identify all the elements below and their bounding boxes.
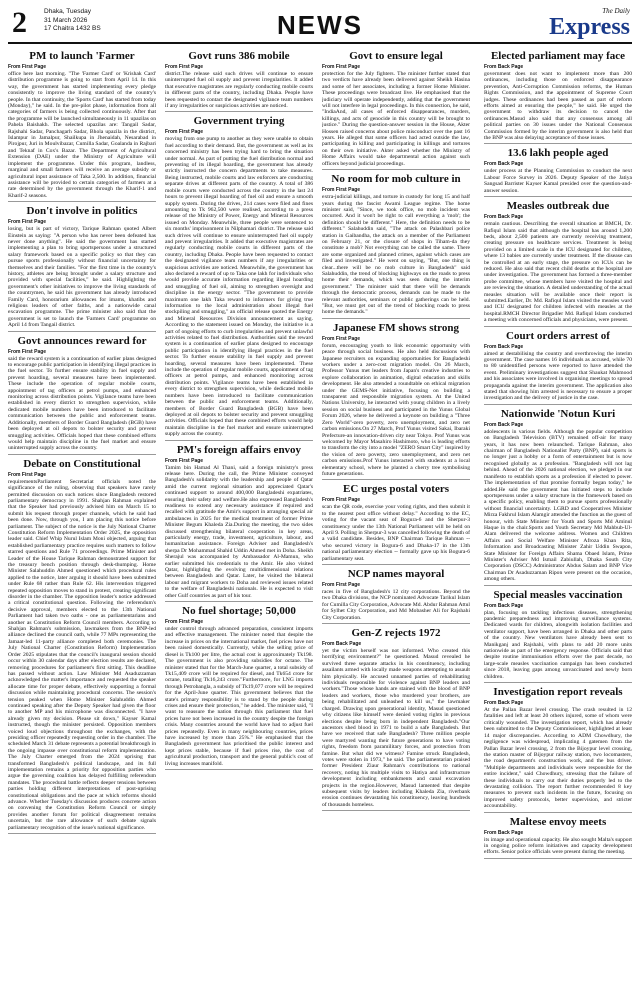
article-body: under control through advanced preparation, consistent imports and effective management. The minister noted that despite the increase in prices on the international market, fuel prices have not been raised domestically. Currently, while the selling price of diesel is Tk100 per litre, the actual cost is approximately Tk198. The government is also providing subsidies for octane. The minister stated that for the March-June quarter, a total subsidy of Tk15,409 crore will be required for diesel, and Tk654 crore for octane, totalling Tk16,243 crore."Furthermore, for LNG imports through Petrobangla, a subsidy of Tk19,077 crore will be required for the April-June quarter. This government believes that the state's primary responsibility is to stand by the people during crises and ensure their protection," he added. The minister said, "I want to reassure the nation through this parliament that fuel prices have not been increased in the country despite the foreign crisis. Many countries around the world have had to adjust fuel prices repeatedly. Even in many neighbouring countries, prices have increased by more than 25%." He emphasised that the Bangladesh government has prioritised the public interest and kept prices stable, because if fuel prices rise, the cost of agricultural production, transport and the general public's cost of living increases manifold. xyxy=(165,626,313,767)
article xyxy=(322,568,470,624)
article xyxy=(484,408,632,586)
article-body: aimed at destabilising the country and overthrowing the interim government. The case names 16 individuals as accused, while 70 to 80 unidentified persons were reported to have attended the event. Preliminary investigations suggest that Shaukat Mahmood and his associates were involved in organising meetings to spread propaganda against the interim government. The application also stated that showing him arrested is necessary to ensure a proper investigation and the delivery of justice in the case. xyxy=(484,350,632,402)
brand-big: Express xyxy=(549,14,630,40)
article-body: losing, but is part of victory, Tarique Rahman quoted Albert Einstein as saying: "A person who has never been defeated has never done anything". He said the government has started implementing a plan to bring sportspersons under a structured salary framework based on a specific policy so that they can pursue sports professionally without financial uncertainty for themselves and their families. "For the first time in the country's history, athletes are being brought under a salary structure and provided with special facilities," he said. Highlighting the government's other initiatives to improve the living standards of the countrymen, he said his government has already introduced Family Card, honorarium allowances for imams, khatibs and religious leaders of other faiths, and a nationwide canal excavation programme. The prime minister also said that the government is set to launch the 'Farmers Card' programme on April 14 from Tangail district. xyxy=(8,226,156,329)
article xyxy=(484,686,632,813)
article-headline: Don't involve in politics xyxy=(26,205,138,218)
article-body: requirementsParliament Secretariat officials noted the significance of the ruling, observing that speakers have rarely permitted discussion on such notices since Bangladesh restored parliamentary democracy in 1991. Shahjan Rahman explained that the Speaker had previously advised him on March 15 to submit his request through proper channels, which he said had been done. Now, through you, I am placing this notice before parliament. The subject of the notice is the July National Charter Constitution Reform Implementation Order 2025, the opposition leader said. Chief Whip Nurul Islam Moni objected, arguing that established parliamentary practice requires such matters to follow starred questions and Rule 71 proceedings. Prime Minister and Leader of the House Tarique Rahman demonstrated support for the treasury bench position through desk-thumping. Home Minister Salahuddin Ahmed questioned which procedural rules applied to the notice, later arguing it should have been submitted under Rule 68 rather than Rule 62. His intervention triggered repeated opposition moves to stand in protest, creating significant disorder in the chamber. The opposition leader's notice addressed a critical constitutional question. Following the referendum's decisive approval, members elected to the 13th National Parliament had taken two oaths - one as parliamentarians and another as Constitution Reform Council members. According to Shahjan Rahman's submission, lawmakers from the BNP-led alliance declined the council oath, while 77 MPs representing the Jamaat-led 11-party alliance completed both ceremonies. The July National Charter (Constitution Reform) Implementation Order 2025 stipulates that the council's inaugural session should occur within 30 calendar days after election results are declared, removing procedures for parliament's first sitting. This deadline has passed without action. Law Minister Md Asaduzzaman acknowledged the matter's importance and requested the speaker allocate time for proper debate, effectively supporting a formal discussion while maintaining procedural concerns. The session's tension peaked when Home Minister Salahuddin Ahmed continued speaking after the Deputy Speaker had given the floor to another MP and his microphone was disconnected. "I have already given my decision. Please sit down," Kayser Kamal instructed, though the minister persisted. Opposition members voiced loud objections throughout the exchanges, with the presiding officer repeatedly requesting order in the chamber. The scheduled March 31 debate represents a potential breakthrough in the ongoing impasse over constitutional reform implementation. The July Charter emerged from the 2024 uprising that transformed Bangladesh's political landscape, and its full implementation remains a priority for opposition parties who argue the governing coalition has delayed fulfilling referendum mandates. The procedural battle reflects deeper tensions between parties holding different interpretations of post-uprising constitutional obligations and the pace at which reforms should advance. Whether Tuesday's discussion produces concrete action on convening the Constitution Reform Council or simply provides another forum for political disagreement remains uncertain, but the rare allowance of such debate signals parliamentary recognition of the issue's national significance. xyxy=(8,478,156,831)
article-continuation-label: From Back Page xyxy=(484,214,524,221)
article-continuation-label: From First Page xyxy=(322,497,361,504)
article-headline: Maltese envoy meets xyxy=(509,815,607,828)
article-continuation-label: From Back Page xyxy=(484,421,524,428)
article-body: government does not want to implement more than 200 ordinances, including those on enforced disappearance prevention, Anti-Corruption Commission reforms, the Human Rights Commission, and the appointment of Supreme Court judges. These ordinances had been passed as part of reform efforts aimed at ensuring the people," he said. He urged the government to withdraw its decision to cancel the ordinances.Masud also said that any consensus among all political parties on 30 issues under the National Consensus Commission formed by the interim government is also held that the BNP was also delaying acceptance of those issues. xyxy=(484,71,632,142)
article-body: office here last morning. "The 'Farmer Card' or 'Krishak Card' distribution programme is going to start from April 14. In this way, the government has started implementing every pledge consistently to improve the living standard of the country's people. In that continuity, the 'Sports Card' has started from today (Monday)," he said. In the pre-pilot phase, information from all categories of farmers is being collected continuously. After that the programme will be launched simultaneously in 11 upazilas on Pahela Baishakh. The selected upazilas are: Tangail Sadar, Rajshahi Sadar, Panchagarh Sadar, Bhola upazila in the district, Islampur in Jamalpur, Shailkupa in Jhenaidah, Nesarabad in Pirojpur, Juri in Moulvibazar, Cumilla Sadar, Goalanda in Rajbari and Teknaf in Cox's Bazar. The Department of Agricultural Extension (DAE) under the Ministry of Agriculture will implement the programme. Under this program, landless, marginal and small farmers will receive an average subsidy or agricultural input assistance of Taka 2,500. In addition, financial assistance will be provided to certain categories of farmers at a rate determined by the government through the Kharif-1 and Kharif-2 seasons. xyxy=(8,71,156,199)
article xyxy=(322,322,470,481)
date-line-2: 31 March 2026 xyxy=(44,16,88,24)
article-continuation-label: From First Page xyxy=(322,582,361,588)
article-headline: 13.6 lakh people aged xyxy=(507,147,609,160)
date-line-1: Dhaka, Tuesday xyxy=(44,8,91,15)
column-1 xyxy=(8,50,156,980)
article-headline: PM to launch 'Farmer xyxy=(29,50,135,62)
article xyxy=(484,330,632,405)
article xyxy=(322,627,470,811)
date-line-3: 17 Chaitra 1432 BS xyxy=(44,25,101,32)
article-continuation-label: From First Page xyxy=(8,471,47,478)
section-title: NEWS xyxy=(277,10,363,40)
article-continuation-label: From First Page xyxy=(322,64,361,70)
article-body: At the Pallan Bazar level crossing. The crash resulted in 12 fatalities and left at least 20 others injured, some of whom were critically wounded. The investigation report, which has already been submitted to the Deputy Commissioner, highlighted at least 14 major discrepancies. According to ADM Chowdhury, the negligence was widespread, implicating 4 gatemen from the Pallan Bazar level crossing, 2 from the Bijoypur level crossing, the station master of Bijoypur railway station, two locomasters, the road department's construction work, and the bus driver. "Multiple departments and individuals were responsible for the entire incident," said Chowdhury, stressing that the failure of these individuals to carry out their duties properly led to the devastating collision. The report further recommended 8 key measures to prevent such incidents in the future, focusing on improved safety protocols, better supervision, and stricter accountability. xyxy=(484,707,632,810)
column-3 xyxy=(322,50,470,980)
article xyxy=(484,50,632,144)
article-continuation-label: From Back Page xyxy=(484,602,524,609)
article-headline: Japanese FM shows strong xyxy=(332,321,459,334)
article xyxy=(8,335,156,455)
article-body: remain cautious. Describing the overall situation at BMCH, Dr. Rafiqul Islam said that although the hospital has around 1,200 beds, about 2,500 patients are currently receiving treatment, creating pressure on healthcare services. Treatment is being provided on a limited scale in the ICU designated for children, where 13 babies are currently under treatment. If the disease can be controlled at an early stage, the pressure on ICUs can be reduced. He also said that recent child deaths at the hospital are under investigation. The government has formed a three-member probe committee, whose members have visited the hospital and are reviewing the situation. A detailed understanding of the actual measles situation will be available once their report is submitted.Earlier, Dr. Md. Rafiqul Islam visited the measles ward and ICU designated for children infected with measles at the hospital.RMCH Director Brigadier Md. Rafiqul Islam conducted a meeting with concerned officials and physicians, were present. xyxy=(484,221,632,324)
article xyxy=(8,205,156,332)
masthead xyxy=(8,4,632,44)
article-continuation-label: From First Page xyxy=(165,457,204,464)
article-headline: Court orders arrest of xyxy=(506,329,610,342)
article-headline: PM's foreign affairs envoy xyxy=(176,443,302,456)
article xyxy=(8,50,156,202)
article-headline: Nationwide 'Notun Kuri xyxy=(500,407,616,420)
article xyxy=(165,444,313,603)
article xyxy=(322,50,470,170)
article-headline: Debate on Constitutional xyxy=(23,457,141,470)
article-body: its image and operational capacity. He also sought Malta's support in ongoing police reform initiatives and capacity development efforts. Senior police officials were present during the meeting. xyxy=(484,836,632,856)
article-body: scan the QR code, exercise your voting rights, and then submit it to the nearest post office without delay." According to the EC, voting for the vacant seat of Bogura-6 and the Sherpur-3 constituency under the 13th National Parliament will be held on April 9. Polling in Sherpur-3 was cancelled following the death of a valid candidate. Besides, BNP Chairman Tarique Rahman -- who secured victory in Bogura-6 and Dhaka-17 in the 13th national parliamentary election -- formally gave up his Bogura-6 parliamentary seat. xyxy=(322,504,470,562)
article xyxy=(165,50,313,112)
brand-small: The Daily xyxy=(602,7,630,15)
article-continuation-label: From Back Page xyxy=(484,161,524,168)
article-continuation-label: From First Page xyxy=(165,64,204,70)
article-headline: Govt to ensure legal xyxy=(349,50,443,62)
article xyxy=(484,200,632,327)
article xyxy=(165,605,313,770)
article-body: moving from one pump to another as they were unable to obtain fuel according to their demand. But, the government as well as its concerned ministry has been trying hard to bring the situation under normal. As part of putting the fuel distribution normal and preventing of its illegal hoarding, the government has already strictly instructed the concern departments to take measures. Being instructed, mobile courts and law enforcers are conducting separate drives at different parts of the country. A total of 386 mobile courts were conducted across the country in the last 24 hours to prevent illegal hoarding of fuel oil and ensure a smooth supply system. During the drives, 214 cases were filed and fines amounting to Tk 962,500 were realised, according to a press release of the Ministry of Power, Energy and Mineral Resources issued on Monday. Meanwhile, three people were sentenced to six months' imprisonment in Nilphamari district. The release said such drives will continue to ensure uninterrupted fuel oil supply and prevent irregularities. It added that executive magistrates are regularly conducting mobile courts in different parts of the country, including Dhaka. People have been requested to contact the designated vigilance team numbers if any irregularities or suspicious activities are noticed. Meanwhile, the government has also declared a reward of up to Taka one lakh for individuals who would provide accurate information regarding illegal hoarding and smuggling of fuel oil, aiming to strengthen oversight and discipline in the energy sector. "The government to provide maximum one lakh Taka reward to informers for giving true information to the local administration about illegal fuel stockpiling and smuggling," an official release quoted the Energy and Mineral Resources Division announcement as saying. According to the statement issued on Monday, the initiative is a part of ongoing efforts to curb irregularities and prevent unlawful activities related to fuel distribution. Authorities said the reward system is a continuation of earlier plans designed to encourage public participation in identifying illegal practices in the fuel sector. To further ensure stability in fuel supply and prevent hoarding, several measures have been implemented. These include the operation of regular mobile courts, appointment of tag officers at petrol pumps, and enhanced monitoring across distribution points. Vigilance teams have been established in every district to strengthen supervision, while dedicated mobile numbers have been introduced to facilitate communication between the public and enforcement teams. Additionally, members of Border Guard Bangladesh (BGB) have been deployed at oil depots to bolster security and prevent smuggling activities. Officials hoped that these combined efforts would help maintain discipline in the fuel market and ensure uninterrupted supply across the country. xyxy=(165,136,313,438)
article-headline: No room for mob culture in xyxy=(331,173,461,186)
article-body: said the reward system is a continuation of earlier plans designed to encourage public participation in identifying illegal practices in the fuel sector. To further ensure stability in fuel supply and prevent hoarding, several measures have been implemented. These include the operation of regular mobile courts, appointment of tag officers at petrol pumps, and enhanced monitoring across distribution points. Vigilance teams have been established in every district to strengthen supervision, while dedicated mobile numbers have been introduced to facilitate communication between the public and enforcement teams. Additionally, members of Border Guard Bangladesh (BGB) have been deployed at oil depots to bolster security and prevent smuggling activities. Officials hoped that these combined efforts would help maintain discipline in the fuel market and ensure uninterrupted supply across the country. xyxy=(8,355,156,452)
article-headline: EC urges postal voters xyxy=(342,483,450,496)
article-headline: No fuel shortage; 50,000 xyxy=(182,605,296,618)
article-continuation-label: From Back Page xyxy=(484,64,524,70)
column-4 xyxy=(484,50,632,980)
article-continuation-label: From Back Page xyxy=(484,700,524,707)
article-headline: Measles outbreak due xyxy=(506,200,610,213)
article xyxy=(165,115,313,440)
article-headline: Investigation report reveals xyxy=(493,686,623,699)
article-continuation-label: From First Page xyxy=(322,187,361,194)
article-body: extra-judicial killings, and torture in custody for long 15 and half years during the fascist Awami League regime. The home minister said, "Since, we took office, no mob incident was occurred. And it won't be right to call everything a 'mob'; the definition should be different." Here, the definition needs to be different." Salahuddin said, "The attack on Palashbari police station in Gaibandha, the attack on a member of the Parliament on February 21, or the closure of shops in Tiham-da they constitute a mob? Not everything can be called the same. There are some organized and planned crimes, against which cases are filed and investigated." He went on saying, "But, one thing is clear...there will be no mob culture in Bangladesh" said Salahuddin, the trend of blocking highways on the roads to press home their demands, which was seen during the interim government." The minister said that there will be demands through the democratic process, demands can be made to the relevant authorities, seminars or public gatherings can be held. "But, we must get out of the trend of blocking roads to press home the demands." xyxy=(322,194,470,316)
article xyxy=(322,483,470,565)
article-continuation-label: From First Page xyxy=(8,64,47,70)
article-body: plan, focusing on tackling infectious diseases, strengthening pandemic preparedness and improving surveillance systems. Dedicated wards for children, alongwith isolation facilities and ventilator support, have been arranged in Dhaka and other parts of the country. New ventilators have already been sent to Manikganj and Rajshahi, with plans to add 20 more units nationwide as part of the emergency response. Officials said that despite routine immunisation efforts over the past decade, no large-scale measles vaccination campaign has been conducted since 2018, leaving gaps among unvaccinated and newly born children. xyxy=(484,609,632,680)
article-continuation-label: From First Page xyxy=(165,129,204,136)
article-headline: Gen-Z rejects 1972 xyxy=(351,627,441,640)
column-2 xyxy=(165,50,313,980)
article xyxy=(322,173,470,319)
article-body: under process at the Planning Commission to conduct the next Labour Force Survey in 2026. Deputy Speaker of the Jatiya Sangsad Barrister Kayser Kamal presided over the question-and-answer session. xyxy=(484,168,632,194)
article-body: races in five of Bangladesh's 12 city corporations. Beyond the two Dhaka divisions, the NCP nominated Advocate Tarikul Islam for Cumilla City Corporation, Advocate Md. Abdur Rahman Attul for Sylhet City Corporation, and Md Mobasher Ali for Rajshahi City Corporation. xyxy=(322,589,470,621)
article-headline: Govt runs 386 mobile xyxy=(188,50,290,62)
article-continuation-label: From Back Page xyxy=(484,829,524,836)
article xyxy=(484,816,632,859)
article-continuation-label: From First Page xyxy=(8,348,47,355)
article-continuation-label: From First Page xyxy=(8,219,47,226)
page-number: 2 xyxy=(12,6,27,39)
article-headline: Govt announces reward for xyxy=(17,334,147,347)
article-body: adolescents in various fields. Although the popular competition on Bangladesh Television (BTV) remained off-air for many years, it has now been relaunched. Tarique Rahman, also chairman of Bangladesh Nationalist Party (BNP), said sports is no longer just a hobby or a form of entertainment but is now recognised globally as a profession. "Bangladesh will not lag behind. Ahead of the 2026 national election, we pledged in our manifesto to establish sports as a profession if elected to power. The implementation of that promise formally began today," he added.He said the government has initiated steps to include sportspersons under a salary structure in the framework based on a specific policy, enabling them to pursue sports professionally without financial uncertainty. LGRD and Cooperatives Minister Mirza Fakhrul Islam Alamgir attended the function as the guest of honour, with State Minister for Youth and Sports Md Aminul Haque in the chair.Sports and Youth Secretary Md Mahbub-Ul-Alam delivered the welcome address. Women and Children Affairs and Social Welfare Minister Afroza Khan Rita, Information and Broadcasting Minister Zahir Uddin Swapon, State Minister for Foreign Affairs Shama Obaed Islam, Prime Minister's Adviser Md Ismail Zabiullah, Dhaka South City Corporation (DSCC) Administrator Abdus Salam and BNP Vice Chairman Dr Asaduzzaman Ripon were present on the occasion, among others. xyxy=(484,428,632,583)
article-headline: Special measles vaccination xyxy=(493,588,623,601)
article-continuation-label: From First Page xyxy=(165,619,204,626)
article-headline: Government trying xyxy=(193,115,285,128)
article-headline: NCP names mayoral xyxy=(347,568,445,580)
article-continuation-label: From First Page xyxy=(322,335,361,342)
article-continuation-label: From Back Page xyxy=(484,343,524,350)
article xyxy=(484,147,632,197)
article-body: protection for the July fighters. The minister further stated that two verdicts have already been delivered against Sheikh Hasina and some of her associates, including a former Home Minister. These proceedings were broadcast live. He emphasised that the judiciary will operate independently, adding that the government will not interfere in legal proceedings. In this connection, he said, "IndiaAnd, all cases of enforced disappearances, murders, killings, and acts of genocide in this country will be brought to justice." During the question-answer session in the House, Akter Hossen raised concerns about police misconduct over the past 16 years. He alleged that some officers had acted outside the law, participating in killing and participating in killings and tortures on their own initiative. Akter asked whether the Ministry of Home Affairs would take departmental action against such officers beyond judicial proceedings. xyxy=(322,71,470,167)
article xyxy=(8,458,156,834)
article-body: yet the victim herself was not informed. Who created this horrifying environment?" he questioned. Masud revealed he survived three separate attacks in his constituency, including assailants armed with locally made weapons attempting to assault him physically. He accused unnamed parties of rehabilitating individuals responsible for violence against BNP leaders and workers."Those whose hands are stained with the blood of BNP leaders and workers, those who murdered your brothers, are being rehabilitated and unleashed to kill us," the lawmaker charged. Drawing upon generational identity, Masud questioned why citizens like himself were denied voting rights in previous elections despite being born in independent Bangladesh."Our ancestors shed blood in 1971 to build a safe Bangladesh. But have we received that safe Bangladesh? Three million people were martyred wanting their future generations to have voting rights, freedom from paramilitary forces, and protection from famine. But what did we witness? Famine struck Bangladesh, votes were stolen in 1973," he said. The parliamentarian praised former President Ziaur Rahman's contributions to national recovery, noting his multiple visits to Hatiya and infrastructure development including embankments and canal excavation projects in the region.However, Masud lamented that despite subsequent visits by leaders including Khaleda Zia, riverbank erosion continues devastating his constituency, leaving hundreds of thousands homeless. xyxy=(322,648,470,808)
article-body: Tamim bin Hamad Al Thani, said a foreign ministry's press release here. During the call, the Prime Minister conveyed Bangladesh's solidarity with the leadership and people of Qatar amid the current regional situation and appreciated Qatar's continued support to around 400,000 Bangladeshi expatriates, ensuring their safety and welfare.He also expressed Bangladesh's readiness to extend any necessary assistance if required and recalled with gratitude the Amir's support in arranging special air ambulances in 2025 for the medical treatment of former Prime Minister Begum Khaleda Zia.During the meeting, the two sides discussed strengthening bilateral cooperation in key areas, particularly energy, trade, investment, agriculture, labour, and humanitarian assistance. Foreign Adviser and Bangladesh's sherpa Dr Mohammad Shahid Uddin Ahmed met in Doha. Sheikh Sherajul was accompanied by Ambassador Al-Mamun, who earlier submitted his credentials to the Amir. He also visited Qatar, highlighting the evolving multidimensional relations between Bangladesh and Qatar. Later, he visited the bilateral labour and migrant workers to Doha and reviewed issues related to the welfare of Bangladeshi nationals. He is expected to visit other Gulf countries as part of his tour. xyxy=(165,464,313,599)
article xyxy=(484,589,632,683)
brand-logo xyxy=(549,7,630,39)
article-body: district.The release said such drives will continue to ensure uninterrupted fuel oil supply and prevent irregularities. It added that executive magistrates are regularly conducting mobile courts in different parts of the country, including Dhaka. People have been requested to contact the designated vigilance team numbers if any irregularities or suspicious activities are noticed. xyxy=(165,71,313,110)
article-headline: Elected parliament may face xyxy=(490,50,626,62)
article-body: forum, encouraging youth to link economic opportunity with peace through social business. He also held discussions with Japanese recruiters on expanding opportunities for Bangladeshi workers under a zero-cost migration model. On 26 March, Professor Yunus met leaders from Japan's creative industries to explore collaboration in animation, digital education and skills development. He also attended a roundtable on ethical migration under the GEMS-Net initiative, focusing on building a transparent and responsible migration system. At the United Nations University, he interacted with young children in a lively session on social business and participated in the Yunus Global Forum 2026, where he delivered a keynote on building a "Three Zero World"-zero poverty, zero unemployment, and zero net carbon emissions.On 27 March, Prof Yunus visited Sakai, Ibaraki Prefecture-an innovation-driven city near Tokyo. Prof Yunus was welcomed by Mayor Masahiro Hashimoto, who is leading efforts to transform the city into a model "ZERO Smart City" inspired by the vision of zero poverty, zero unemployment, and zero net carbon emissions.Prof Yunus interacted with students at a local elementary school, where he planted a cherry tree symbolising future generations. xyxy=(322,342,470,477)
article-continuation-label: From Back Page xyxy=(322,641,362,648)
